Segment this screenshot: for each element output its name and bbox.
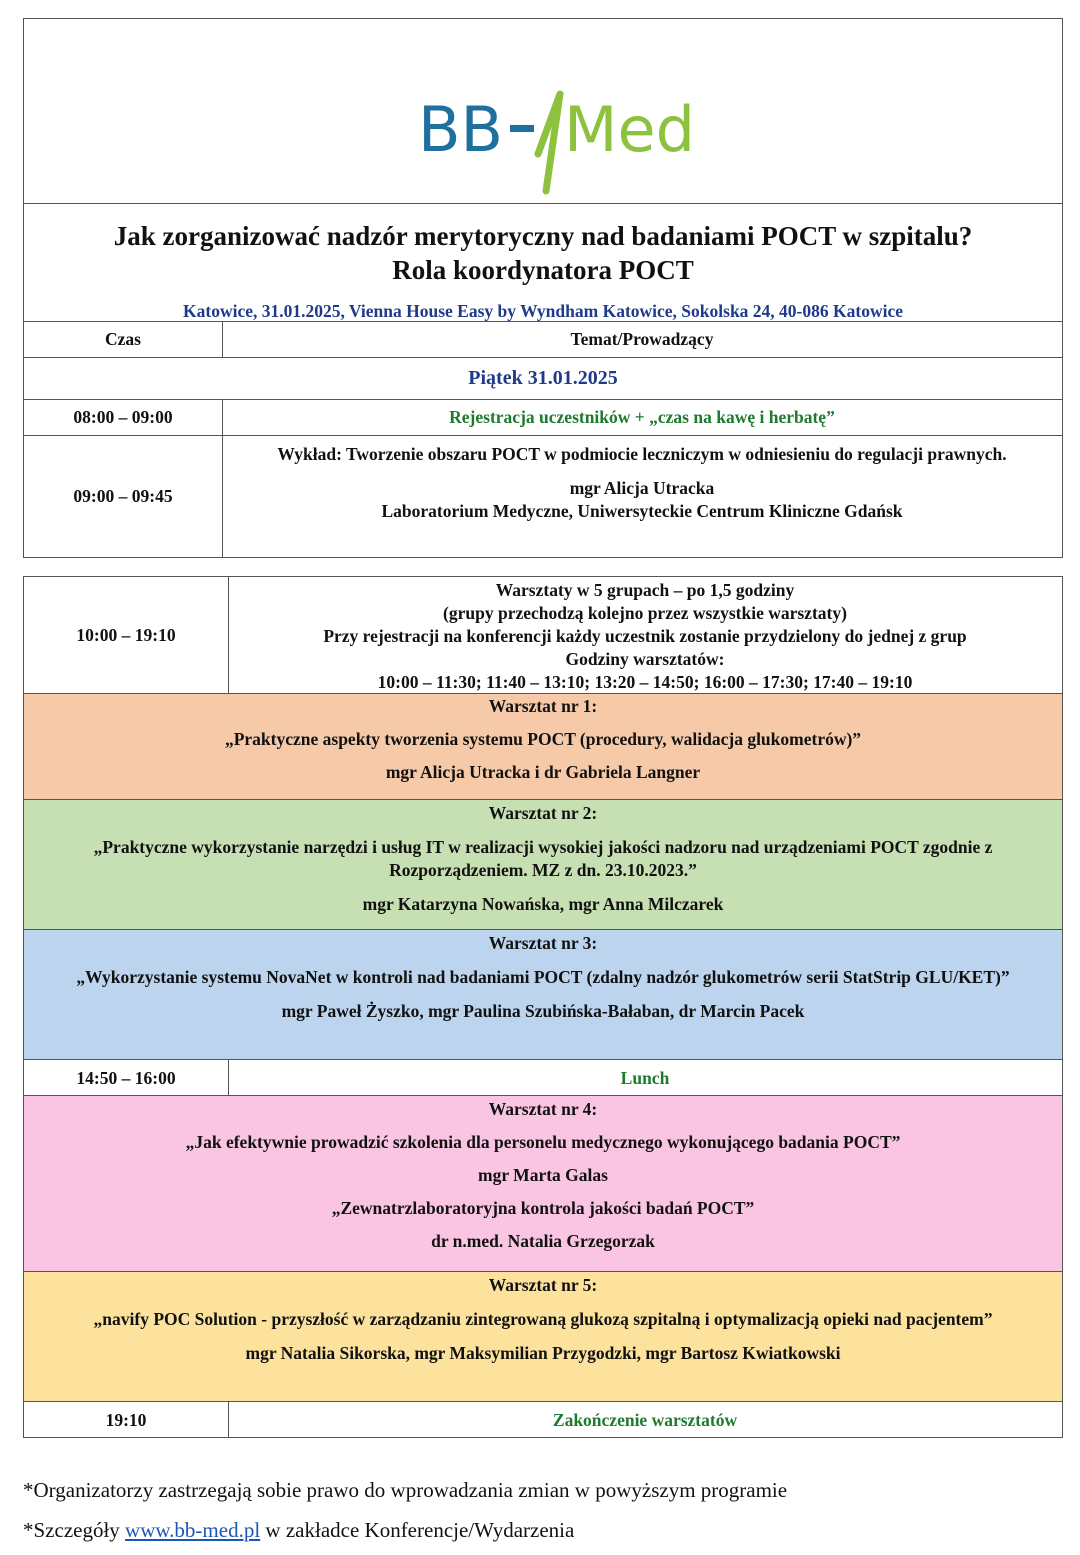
registration-time: 08:00 – 09:00: [73, 406, 173, 427]
logo-text-bb: BB: [418, 93, 504, 166]
workshop-4-speakers-2: dr n.med. Natalia Grzegorzak: [431, 1231, 655, 1251]
lecture-time: 09:00 – 09:45: [73, 485, 173, 506]
title-line-2: Rola koordynatora POCT: [392, 255, 694, 285]
workshop-5-title: „navify POC Solution - przyszłość w zarządzaniu zintegrowaną glukozą szpitalną i optymalizacją opieki nad pacjentem”: [93, 1309, 993, 1329]
workshop-3: [24, 929, 1062, 1059]
program-table-workshops: [23, 576, 1063, 1438]
lunch-row: [24, 1059, 1062, 1095]
lecture-title: Wykład: Tworzenie obszaru POCT w podmiocie leczniczym w odniesieniu do regulacji prawnych.: [277, 444, 1007, 464]
workshops-time: 10:00 – 19:10: [76, 624, 176, 645]
header-topic: Temat/Prowadzący: [570, 328, 714, 349]
workshop-1-speakers: mgr Alicja Utracka i dr Gabriela Langner: [385, 762, 701, 782]
workshop-3-title: „Wykorzystanie systemu NovaNet w kontroli nad badaniami POCT (zdalny nadzór glukometrów serii StatStrip GLU/KET)”: [76, 967, 1010, 987]
workshop-3-speakers: mgr Paweł Żyszko, mgr Paulina Szubińska-Bałaban, dr Marcin Pacek: [281, 1001, 805, 1021]
workshop-5: [24, 1271, 1062, 1401]
lunch-time: 14:50 – 16:00: [76, 1067, 176, 1088]
workshop-1-label: Warsztat nr 1:: [488, 696, 598, 716]
header-time: Czas: [105, 328, 141, 349]
footer-note-2-suffix: w zakładce Konferencje/Wydarzenia: [260, 1518, 575, 1542]
workshop-2-speakers: mgr Katarzyna Nowańska, mgr Anna Milczarek: [362, 894, 724, 914]
program-table-top: [23, 18, 1063, 558]
footer-note-2-prefix: *Szczegóły: [23, 1518, 126, 1542]
workshops-intro-line-3: Przy rejestracji na konferencji każdy uczestnik zostanie przydzielony do jednej z grup: [323, 626, 967, 646]
workshop-1: [24, 693, 1062, 799]
end-row: [24, 1401, 1062, 1437]
logo-check-icon: [538, 94, 560, 191]
workshops-intro-line-2: (grupy przechodzą kolejno przez wszystkie warsztaty): [443, 603, 847, 623]
workshop-5-label: Warsztat nr 5:: [488, 1275, 598, 1295]
workshops-intro-line-5: 10:00 – 11:30; 11:40 – 13:10; 13:20 – 14:50; 16:00 – 17:30; 17:40 – 19:10: [377, 672, 913, 692]
bb-med-logo-graphic: [404, 59, 704, 199]
workshop-2-title: „Praktyczne wykorzystanie narzędzi i usług IT w realizacji wysokiej jakości nadzoru nad urządzeniami POCT zgodnie z Rozporządzeniem. MZ z dn. 23.10.2023.”: [93, 837, 993, 880]
workshop-5-speakers: mgr Natalia Sikorska, mgr Maksymilian Przygodzki, mgr Bartosz Kwiatkowski: [245, 1343, 841, 1363]
workshop-1-title: „Praktyczne aspekty tworzenia systemu POCT (procedury, walidacja glukometrów)”: [224, 729, 862, 749]
workshops-intro-line-1: Warsztaty w 5 grupach – po 1,5 godziny: [495, 580, 795, 600]
bb-med-logo: [404, 59, 704, 199]
footer-note-1: *Organizatorzy zastrzegają sobie prawo do wprowadzania zmian w powyższym programie: [23, 1478, 788, 1502]
event-location: Katowice, 31.01.2025, Vienna House Easy by Wyndham Katowice, Sokolska 24, 40-086 Katowice: [183, 301, 903, 321]
logo-dash: [510, 125, 534, 132]
workshop-4-title: „Jak efektywnie prowadzić szkolenia dla personelu medycznego wykonującego badania POCT”: [185, 1132, 901, 1152]
lecture-speaker: mgr Alicja Utracka: [569, 478, 715, 498]
lecture-details: [242, 443, 1042, 523]
workshop-2: [24, 799, 1062, 929]
lunch-text: Lunch: [620, 1067, 670, 1088]
workshop-4-title-2: „Zewnatrzlaboratoryjna kontrola jakości badań POCT”: [331, 1198, 755, 1218]
end-time: 19:10: [105, 1409, 147, 1430]
day-heading: Piątek 31.01.2025: [468, 366, 618, 389]
workshop-4-label: Warsztat nr 4:: [488, 1099, 598, 1119]
workshop-2-label: Warsztat nr 2:: [488, 803, 598, 823]
workshop-4-speakers: mgr Marta Galas: [478, 1165, 608, 1185]
workshop-3-label: Warsztat nr 3:: [488, 933, 598, 953]
workshops-intro: [228, 579, 1062, 694]
registration-text: Rejestracja uczestników + „czas na kawę i herbatę”: [449, 406, 835, 427]
website-link[interactable]: www.bb-med.pl: [125, 1518, 261, 1542]
title-line-1: Jak zorganizować nadzór merytoryczny nad badaniami POCT w szpitalu?: [113, 221, 973, 251]
page-title: [24, 219, 1062, 287]
logo-text-med: Med: [564, 93, 695, 166]
workshops-intro-line-4: Godziny warsztatów:: [565, 649, 725, 669]
workshop-4: [24, 1095, 1062, 1271]
lecture-affiliation: Laboratorium Medyczne, Uniwersyteckie Centrum Kliniczne Gdańsk: [381, 501, 903, 521]
end-text: Zakończenie warsztatów: [552, 1409, 738, 1430]
footer-note-2: [23, 1518, 574, 1543]
